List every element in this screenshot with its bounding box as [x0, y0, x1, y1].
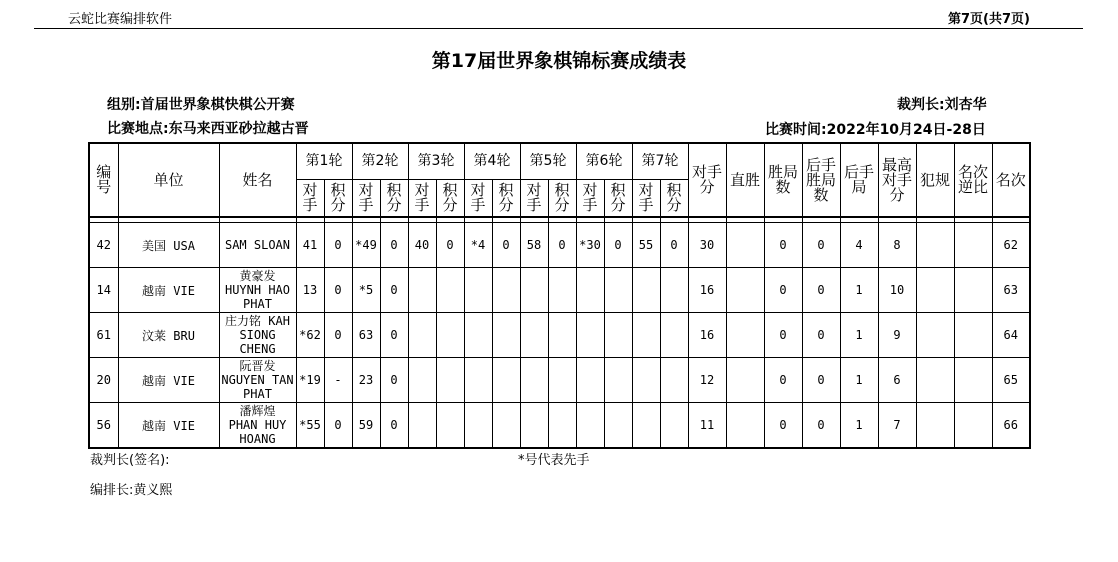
cell-direct	[726, 358, 764, 403]
cell-second: 1	[840, 313, 878, 358]
cell-round-4-opponent	[464, 313, 492, 358]
cell-round-6-points	[604, 313, 632, 358]
cell-second-wins: 0	[802, 268, 840, 313]
header-r5-pts: 积 分	[548, 180, 576, 218]
cell-opp-score: 12	[688, 358, 726, 403]
cell-opp-score: 11	[688, 403, 726, 449]
cell-no: 56	[89, 403, 118, 449]
cell-round-3-points	[436, 268, 464, 313]
header-round-7: 第7轮	[632, 143, 688, 180]
cell-unit: 美国 USA	[118, 223, 219, 268]
cell-second: 1	[840, 403, 878, 449]
cell-round-6-opponent	[576, 403, 604, 449]
header-name: 姓名	[219, 143, 296, 217]
cell-round-2-points: 0	[380, 268, 408, 313]
cell-round-1-opponent: 13	[296, 268, 324, 313]
cell-no: 14	[89, 268, 118, 313]
cell-no: 42	[89, 223, 118, 268]
cell-round-1-opponent: *55	[296, 403, 324, 449]
cell-max-opp: 8	[878, 223, 916, 268]
cell-name: 黄豪发 HUYNH HAO PHAT	[219, 268, 296, 313]
page-indicator: 第7页(共7页)	[948, 12, 1030, 27]
header-round-6: 第6轮	[576, 143, 632, 180]
header-r6-pts: 积 分	[604, 180, 632, 218]
cell-no: 61	[89, 313, 118, 358]
cell-round-4-points	[492, 268, 520, 313]
cell-round-7-points	[660, 403, 688, 449]
cell-second: 1	[840, 268, 878, 313]
cell-unit: 越南 VIE	[118, 358, 219, 403]
header-max-opp: 最高 对手 分	[878, 143, 916, 217]
header-opp-score: 对手 分	[688, 143, 726, 217]
table-row	[89, 403, 1030, 449]
table-row	[89, 358, 1030, 403]
signature-label: 裁判长(签名):	[90, 453, 170, 468]
table-row	[89, 313, 1030, 358]
cell-round-4-opponent	[464, 358, 492, 403]
cell-direct	[726, 403, 764, 449]
cell-round-6-points	[604, 268, 632, 313]
cell-round-6-opponent	[576, 268, 604, 313]
cell-unit: 越南 VIE	[118, 403, 219, 449]
header-reverse: 名次 逆比	[954, 143, 992, 217]
cell-round-2-opponent: 23	[352, 358, 380, 403]
cell-round-1-opponent: *19	[296, 358, 324, 403]
header-r1-opp: 对 手	[296, 180, 324, 218]
header-r3-opp: 对 手	[408, 180, 436, 218]
cell-reverse	[954, 403, 992, 449]
cell-fouls	[916, 223, 954, 268]
cell-max-opp: 10	[878, 268, 916, 313]
cell-reverse	[954, 358, 992, 403]
cell-no: 20	[89, 358, 118, 403]
cell-round-1-opponent: 41	[296, 223, 324, 268]
cell-round-3-opponent	[408, 358, 436, 403]
cell-round-1-points: 0	[324, 223, 352, 268]
group-label: 组别:首届世界象棋快棋公开赛	[107, 97, 295, 113]
cell-second-wins: 0	[802, 313, 840, 358]
header-direct: 直胜	[726, 143, 764, 217]
header-r7-opp: 对 手	[632, 180, 660, 218]
header-unit: 单位	[118, 143, 219, 217]
cell-round-2-opponent: *49	[352, 223, 380, 268]
cell-round-6-points: 0	[604, 223, 632, 268]
header-r5-opp: 对 手	[520, 180, 548, 218]
cell-round-4-points	[492, 358, 520, 403]
cell-round-7-points	[660, 358, 688, 403]
header-rank: 名次	[992, 143, 1030, 217]
cell-round-6-opponent	[576, 358, 604, 403]
cell-opp-score: 16	[688, 268, 726, 313]
cell-round-1-points: 0	[324, 313, 352, 358]
cell-round-3-points: 0	[436, 223, 464, 268]
cell-fouls	[916, 358, 954, 403]
cell-round-4-points: 0	[492, 223, 520, 268]
cell-second-wins: 0	[802, 403, 840, 449]
cell-round-7-opponent	[632, 358, 660, 403]
referee-label: 裁判长:刘杏华	[897, 97, 987, 113]
cell-round-6-points	[604, 403, 632, 449]
cell-name: 潘辉煌 PHAN HUY HOANG	[219, 403, 296, 449]
arranger-label: 编排长:黄义熙	[90, 483, 173, 498]
cell-max-opp: 9	[878, 313, 916, 358]
header-fouls: 犯规	[916, 143, 954, 217]
results-table	[88, 142, 1031, 449]
header-r2-pts: 积 分	[380, 180, 408, 218]
cell-reverse	[954, 223, 992, 268]
cell-round-7-points	[660, 313, 688, 358]
cell-max-opp: 6	[878, 358, 916, 403]
cell-round-3-points	[436, 358, 464, 403]
venue-label: 比赛地点:东马来西亚砂拉越古晋	[107, 121, 309, 137]
cell-round-4-opponent	[464, 403, 492, 449]
cell-round-1-opponent: *62	[296, 313, 324, 358]
cell-fouls	[916, 313, 954, 358]
cell-round-4-points	[492, 313, 520, 358]
cell-round-7-opponent	[632, 268, 660, 313]
cell-round-2-points: 0	[380, 358, 408, 403]
cell-unit: 汶莱 BRU	[118, 313, 219, 358]
cell-wins: 0	[764, 403, 802, 449]
cell-round-2-opponent: 63	[352, 313, 380, 358]
table-row	[89, 268, 1030, 313]
cell-name: 阮晋发 NGUYEN TAN PHAT	[219, 358, 296, 403]
cell-reverse	[954, 268, 992, 313]
cell-second: 4	[840, 223, 878, 268]
cell-round-6-points	[604, 358, 632, 403]
header-round-1: 第1轮	[296, 143, 352, 180]
cell-round-6-opponent: *30	[576, 223, 604, 268]
cell-round-5-opponent	[520, 358, 548, 403]
cell-direct	[726, 268, 764, 313]
header-r6-opp: 对 手	[576, 180, 604, 218]
cell-round-2-opponent: *5	[352, 268, 380, 313]
cell-round-6-opponent	[576, 313, 604, 358]
cell-reverse	[954, 313, 992, 358]
cell-round-7-points	[660, 268, 688, 313]
cell-round-3-points	[436, 313, 464, 358]
cell-round-3-opponent	[408, 268, 436, 313]
cell-round-3-opponent	[408, 313, 436, 358]
header-r1-pts: 积 分	[324, 180, 352, 218]
cell-round-4-opponent: *4	[464, 223, 492, 268]
cell-round-1-points: 0	[324, 403, 352, 449]
cell-wins: 0	[764, 358, 802, 403]
header-round-5: 第5轮	[520, 143, 576, 180]
header-round-3: 第3轮	[408, 143, 464, 180]
header-r7-pts: 积 分	[660, 180, 688, 218]
cell-round-5-points	[548, 358, 576, 403]
cell-round-7-opponent: 55	[632, 223, 660, 268]
page-title: 第17届世界象棋锦标赛成绩表	[431, 50, 687, 72]
cell-round-3-opponent: 40	[408, 223, 436, 268]
cell-round-5-points: 0	[548, 223, 576, 268]
cell-round-2-points: 0	[380, 403, 408, 449]
cell-rank: 62	[992, 223, 1030, 268]
cell-name: 庄力铭 KAH SIONG CHENG	[219, 313, 296, 358]
cell-round-1-points: -	[324, 358, 352, 403]
header-r4-pts: 积 分	[492, 180, 520, 218]
cell-opp-score: 16	[688, 313, 726, 358]
header-r2-opp: 对 手	[352, 180, 380, 218]
first-move-note: *号代表先手	[518, 453, 590, 468]
cell-round-1-points: 0	[324, 268, 352, 313]
cell-direct	[726, 223, 764, 268]
header-wins: 胜局 数	[764, 143, 802, 217]
cell-round-3-opponent	[408, 403, 436, 449]
cell-fouls	[916, 268, 954, 313]
cell-round-5-opponent	[520, 403, 548, 449]
header-round-4: 第4轮	[464, 143, 520, 180]
cell-max-opp: 7	[878, 403, 916, 449]
header-second-wins: 后手 胜局 数	[802, 143, 840, 217]
cell-round-4-opponent	[464, 268, 492, 313]
software-name: 云蛇比赛编排软件	[68, 12, 173, 27]
header-r3-pts: 积 分	[436, 180, 464, 218]
cell-wins: 0	[764, 223, 802, 268]
header-no: 编 号	[89, 143, 118, 217]
cell-direct	[726, 313, 764, 358]
cell-round-5-opponent: 58	[520, 223, 548, 268]
cell-round-5-opponent	[520, 313, 548, 358]
cell-round-2-opponent: 59	[352, 403, 380, 449]
cell-wins: 0	[764, 268, 802, 313]
table-row	[89, 223, 1030, 268]
cell-second: 1	[840, 358, 878, 403]
header-round-2: 第2轮	[352, 143, 408, 180]
cell-round-5-points	[548, 403, 576, 449]
cell-round-7-points: 0	[660, 223, 688, 268]
cell-round-5-opponent	[520, 268, 548, 313]
cell-round-3-points	[436, 403, 464, 449]
cell-round-5-points	[548, 313, 576, 358]
cell-wins: 0	[764, 313, 802, 358]
cell-second-wins: 0	[802, 223, 840, 268]
cell-rank: 64	[992, 313, 1030, 358]
cell-second-wins: 0	[802, 358, 840, 403]
cell-fouls	[916, 403, 954, 449]
cell-round-4-points	[492, 403, 520, 449]
cell-round-5-points	[548, 268, 576, 313]
cell-round-2-points: 0	[380, 313, 408, 358]
cell-opp-score: 30	[688, 223, 726, 268]
cell-name: SAM SLOAN	[219, 223, 296, 268]
cell-rank: 63	[992, 268, 1030, 313]
header-rule	[34, 28, 1083, 29]
cell-round-7-opponent	[632, 313, 660, 358]
cell-rank: 65	[992, 358, 1030, 403]
cell-round-7-opponent	[632, 403, 660, 449]
time-label: 比赛时间:2022年10月24日-28日	[765, 122, 986, 138]
header-second: 后手 局	[840, 143, 878, 217]
cell-round-2-points: 0	[380, 223, 408, 268]
cell-rank: 66	[992, 403, 1030, 449]
header-r4-opp: 对 手	[464, 180, 492, 218]
cell-unit: 越南 VIE	[118, 268, 219, 313]
